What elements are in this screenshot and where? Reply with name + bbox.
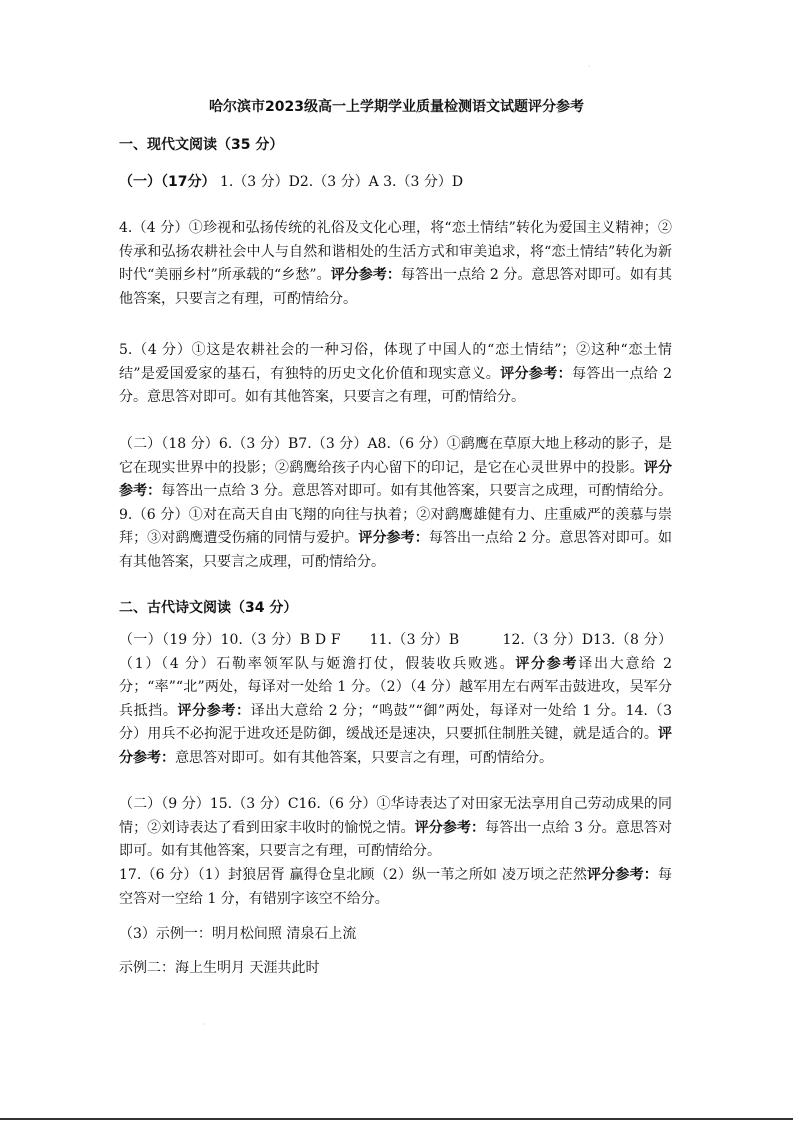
q4-rubric-label: 评分参考： xyxy=(330,267,401,283)
q5-rubric: 每答出一点给 2 分。意思答对即可。如有其他答案，只要言之有理，可酌情给分。 xyxy=(119,365,673,405)
part3-rubric1: 译出大意给 2 分；“率”“北”两处，每译对一处给 1 分。（2）（4 分）越军用左右两军击鼓进攻，吴军分兵抵挡。 xyxy=(119,655,673,719)
part4-rubric: 每答出一点给 3 分。意思答对即可。如有其他答案，只要言之有理，可酌情给分。 xyxy=(119,819,673,859)
part3-rubric2: 译出大意给 2 分；“鸣鼓”“御”两处，每译对一处给 1 分。14.（3 分）用兵不必拘泥于进攻还是防御，缓战还是速决，只要抓住制胜关键，就是适合的。 xyxy=(119,702,673,742)
q4-rubric: 每答出一点给 2 分。意思答对即可。如有其他答案，只要言之有理，可酌情给分。 xyxy=(119,267,672,307)
scan-dot-2: · xyxy=(203,1020,206,1029)
section-heading-1: 一、现代文阅读（35 分） xyxy=(119,137,284,153)
example-1: （3）示例一：明月松间照 清泉石上流 xyxy=(119,926,357,942)
q5-text: 5.（4 分）①这是农耕社会的一种习俗，体现了中国人的“恋土情结”；②这种“恋土情结”是爱国爱家的基石，有独特的历史文化价值和现实意义。 xyxy=(119,342,672,382)
q5-rubric-label: 评分参考： xyxy=(500,365,573,382)
part2-answers xyxy=(119,433,672,574)
part4-rubric-label: 评分参考： xyxy=(414,819,486,836)
part2-rubric-label1: 评分参考： xyxy=(119,459,673,499)
part4-text: （二）（9 分）15.（3 分）C16.（6 分）①华诗表达了对田家无法享用自己劳动成果的同情；②刘诗表达了看到田家丰收时的愉悦之情。 xyxy=(119,796,672,836)
part2-text1: （二）（18 分）6.（3 分）B7.（3 分）A8.（6 分）①鹞鹰在草原大地上移动的影子，是它在现实世界中的投影；②鹞鹰给孩子内心留下的印记，是它在心灵世界中的投影。 xyxy=(119,436,672,476)
q17-text: 17.（6 分）（1）封狼居胥 赢得仓皇北顾（2）纵一苇之所如 凌万顷之茫然 xyxy=(119,867,588,883)
bottom-border xyxy=(0,1118,793,1120)
scan-dot: · xyxy=(588,62,591,71)
part2-text2: 9.（6 分）①对在高天自由飞翔的向往与执着；②对鹞鹰雄健有力、庄重威严的羡慕与崇拜；③对鹞鹰遭受伤痛的同情与爱护。 xyxy=(119,506,672,546)
part3-answers xyxy=(119,629,672,770)
part1-body: 1.（3 分）D2.（3 分）A 3.（3 分）D xyxy=(219,174,464,190)
part2-rubric2: 每答出一点给 2 分。意思答对即可。如有其他答案，只要言之成理，可酌情给分。 xyxy=(119,530,673,570)
q17-rubric-label: 评分参考： xyxy=(587,867,659,883)
q4-answer xyxy=(119,217,672,311)
part3-rubric3: 意思答对即可。如有其他答案，只要言之有理，可酌情给分。 xyxy=(175,749,553,766)
part4-answers xyxy=(119,793,672,864)
part1-answers xyxy=(119,172,679,192)
part3-text1: （一）（19 分）10.（3 分）B D F 11.（3 分）B 12.（3 分）D13.（8 分）（1）（4 分）石勒率领军队与姬澹打仗，假装收兵败逃。 xyxy=(119,632,672,672)
example-2: 示例二：海上生明月 天涯共此时 xyxy=(119,960,320,976)
part2-rubric1: 每答出一点给 3 分。意思答对即可。如有其他答案，只要言之成理，可酌情给分。 xyxy=(161,483,672,499)
part3-rubric-label1: 评分参考 xyxy=(515,655,579,672)
q17-answer xyxy=(119,864,672,911)
part3-rubric-label2: 评分参考： xyxy=(177,702,251,719)
q5-answer xyxy=(119,339,672,410)
part1-head: （一）（17分） xyxy=(119,174,216,190)
part2-rubric-label2: 评分参考： xyxy=(358,530,429,546)
section-heading-2: 二、古代诗文阅读（34 分） xyxy=(119,600,298,616)
q17-rubric: 每空答对一空给 1 分，有错别字该空不给分。 xyxy=(119,867,673,907)
page-title: 哈尔滨市2023级高一上学期学业质量检测语文试题评分参考 xyxy=(209,99,584,115)
part3-rubric-label3: 评分参考： xyxy=(119,726,672,766)
q4-text: 4.（4 分）①珍视和弘扬传统的礼俗及文化心理，将“恋土情结”转化为爱国主义精神；②传承和弘扬农耕社会中人与自然和谐相处的生活方式和审美追求，将“恋土情结”转化为新时代“美丽乡村”所承载的“乡愁”。 xyxy=(119,220,672,283)
